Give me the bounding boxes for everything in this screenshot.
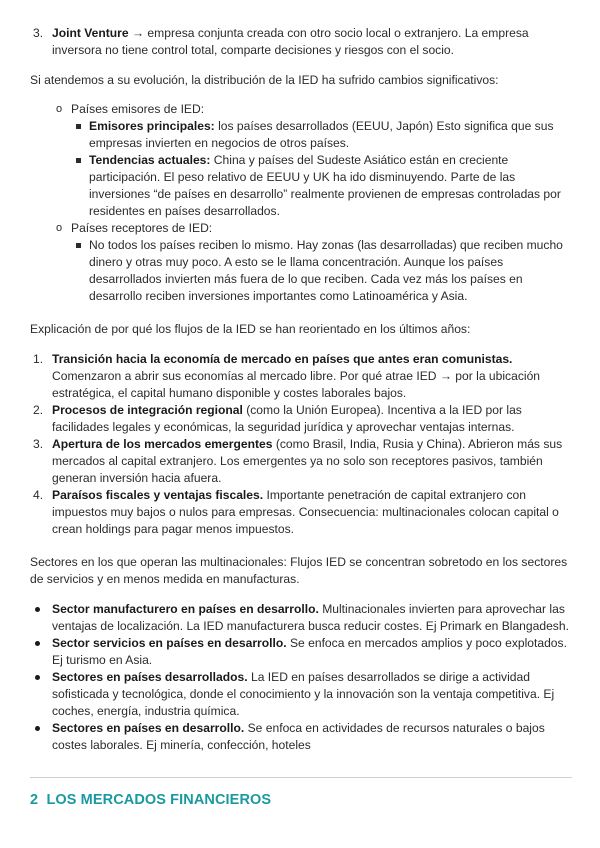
list-item — [30, 635, 578, 669]
explanation-intro: Explicación de por qué los flujos de la IED se han reorientado en los últimos años: — [30, 322, 471, 336]
bold-term: Sector manufacturero en países en desarrollo. — [52, 602, 319, 616]
list-number: 3. — [33, 437, 44, 451]
hollow-bullet-marker: o — [56, 222, 63, 234]
list-number: 1. — [33, 352, 44, 366]
body-text: Comenzaron a abrir sus economías al mercado libre. Por qué atrae IED → por la ubicación estratégica, el capital humano disponible y costes laborales bajos. — [52, 369, 541, 400]
bold-term: Procesos de integración regional — [52, 403, 243, 417]
square-bullet-icon — [76, 124, 81, 129]
list-number: 3. — [33, 26, 44, 40]
body-text: Se enfoca en mercados amplios y poco explotados. Ej turismo en Asia. — [52, 636, 567, 667]
bullet-icon — [35, 607, 40, 612]
body-text: Multinacionales invierten para aprovechar las ventajas de localización. La IED manufacturera busca reducir costes. Ej Primark en Blangadesh. — [52, 602, 569, 633]
body-text: No todos los países reciben lo mismo. Hay zonas (las desarrolladas) que reciben mucho dinero y otras muy poco. A esto se le llama concentración. Aunque los países desarrollados invierten más fuera de lo que reciben. Cada vez más los países en desarrollo reciben inversiones importantes como Latinoamérica y Asia. — [89, 238, 563, 303]
list-item — [30, 436, 578, 487]
section-title: LOS MERCADOS FINANCIEROS — [46, 792, 272, 808]
list-item-receptores — [30, 220, 578, 237]
body-text: (como la Unión Europea). Incentiva a la IED por las facilidades legales y económicas, la seguridad jurídica y aprovechar ventajas internas. — [52, 403, 522, 434]
bullet-icon — [35, 726, 40, 731]
list-number: 2. — [33, 403, 44, 417]
reasons-list — [30, 351, 578, 538]
body-text: → empresa conjunta creada con otro socio local o extranjero. La empresa inversora no tiene control total, comparte decisiones y riesgos con el socio. — [52, 26, 529, 57]
body-text: La IED en países desarrollados se dirige a actividad sofisticada y tecnológica, donde el conocimiento y la innovación son la ventaja competitiva. Ej coches, energía, industria química. — [52, 670, 555, 718]
list-item-emisores — [30, 101, 578, 118]
bold-term: Emisores principales: — [89, 119, 215, 133]
body-text: China y países del Sudeste Asiático están en creciente participación. El peso relativo de EEUU y UK ha ido disminuyendo. Parte de las inversiones “de países en desarrollo” realmente provienen de empresas controladas por residentes en países desarrollados. — [89, 153, 561, 218]
body-text: Importante penetración de capital extranjero con impuestos muy bajos o nulos para empresas. Consecuencia: multinacionales colocan capital o crean holdings para pagar menos impuestos. — [52, 488, 559, 536]
section-heading — [30, 792, 271, 809]
list-item — [30, 669, 578, 720]
evolution-list — [30, 101, 578, 305]
bullet-icon — [35, 675, 40, 680]
list-number: 4. — [33, 488, 44, 502]
bold-term: Joint Venture — [52, 26, 129, 40]
section-divider — [30, 777, 572, 778]
bullet-icon — [35, 641, 40, 646]
body-text: los países desarrollados (EEUU, Japón) Esto significa que sus empresas invierten en negocios de otros países. — [89, 119, 554, 150]
list-item — [30, 152, 578, 220]
evolution-intro: Si atendemos a su evolución, la distribución de la IED ha sufrido cambios significativos: — [30, 73, 499, 87]
list-item-joint-venture — [30, 25, 578, 59]
bold-term: Transición hacia la economía de mercado en países que antes eran comunistas. — [52, 352, 513, 366]
sublist-label: Países receptores de IED: — [71, 221, 213, 235]
bold-term: Sectores en países desarrollados. — [52, 670, 248, 684]
list-item — [30, 237, 578, 305]
paragraph-text — [52, 25, 578, 59]
list-item — [30, 402, 578, 436]
square-bullet-icon — [76, 158, 81, 163]
sectors-intro: Sectores en los que operan las multinacionales: Flujos IED se concentran sobretodo en los sectores de servicios y en menos medida en manufacturas. — [30, 555, 568, 586]
document-body — [30, 25, 578, 754]
bold-term: Sectores en países en desarrollo. — [52, 721, 245, 735]
hollow-bullet-marker: o — [56, 103, 63, 115]
sectors-list — [30, 601, 578, 754]
bold-term: Paraísos fiscales y ventajas fiscales. — [52, 488, 264, 502]
list-item — [30, 118, 578, 152]
bold-term: Sector servicios en países en desarrollo. — [52, 636, 287, 650]
body-text: (como Brasil, India, Rusia y China). Abrieron más sus mercados al capital extranjero. Los emergentes ya no solo son receptores pasivos, también generan inversión hacia afuera. — [52, 437, 563, 485]
bold-term: Apertura de los mercados emergentes — [52, 437, 273, 451]
bold-term: Tendencias actuales: — [89, 153, 211, 167]
sublist-label: Países emisores de IED: — [71, 102, 205, 116]
list-item — [30, 601, 578, 635]
list-item — [30, 351, 578, 402]
section-number: 2 — [30, 792, 39, 808]
square-bullet-icon — [76, 243, 81, 248]
list-item — [30, 720, 578, 754]
body-text: Se enfoca en actividades de recursos naturales o bajos costes laborales. Ej minería, confección, hoteles — [52, 721, 545, 752]
list-item — [30, 487, 578, 538]
